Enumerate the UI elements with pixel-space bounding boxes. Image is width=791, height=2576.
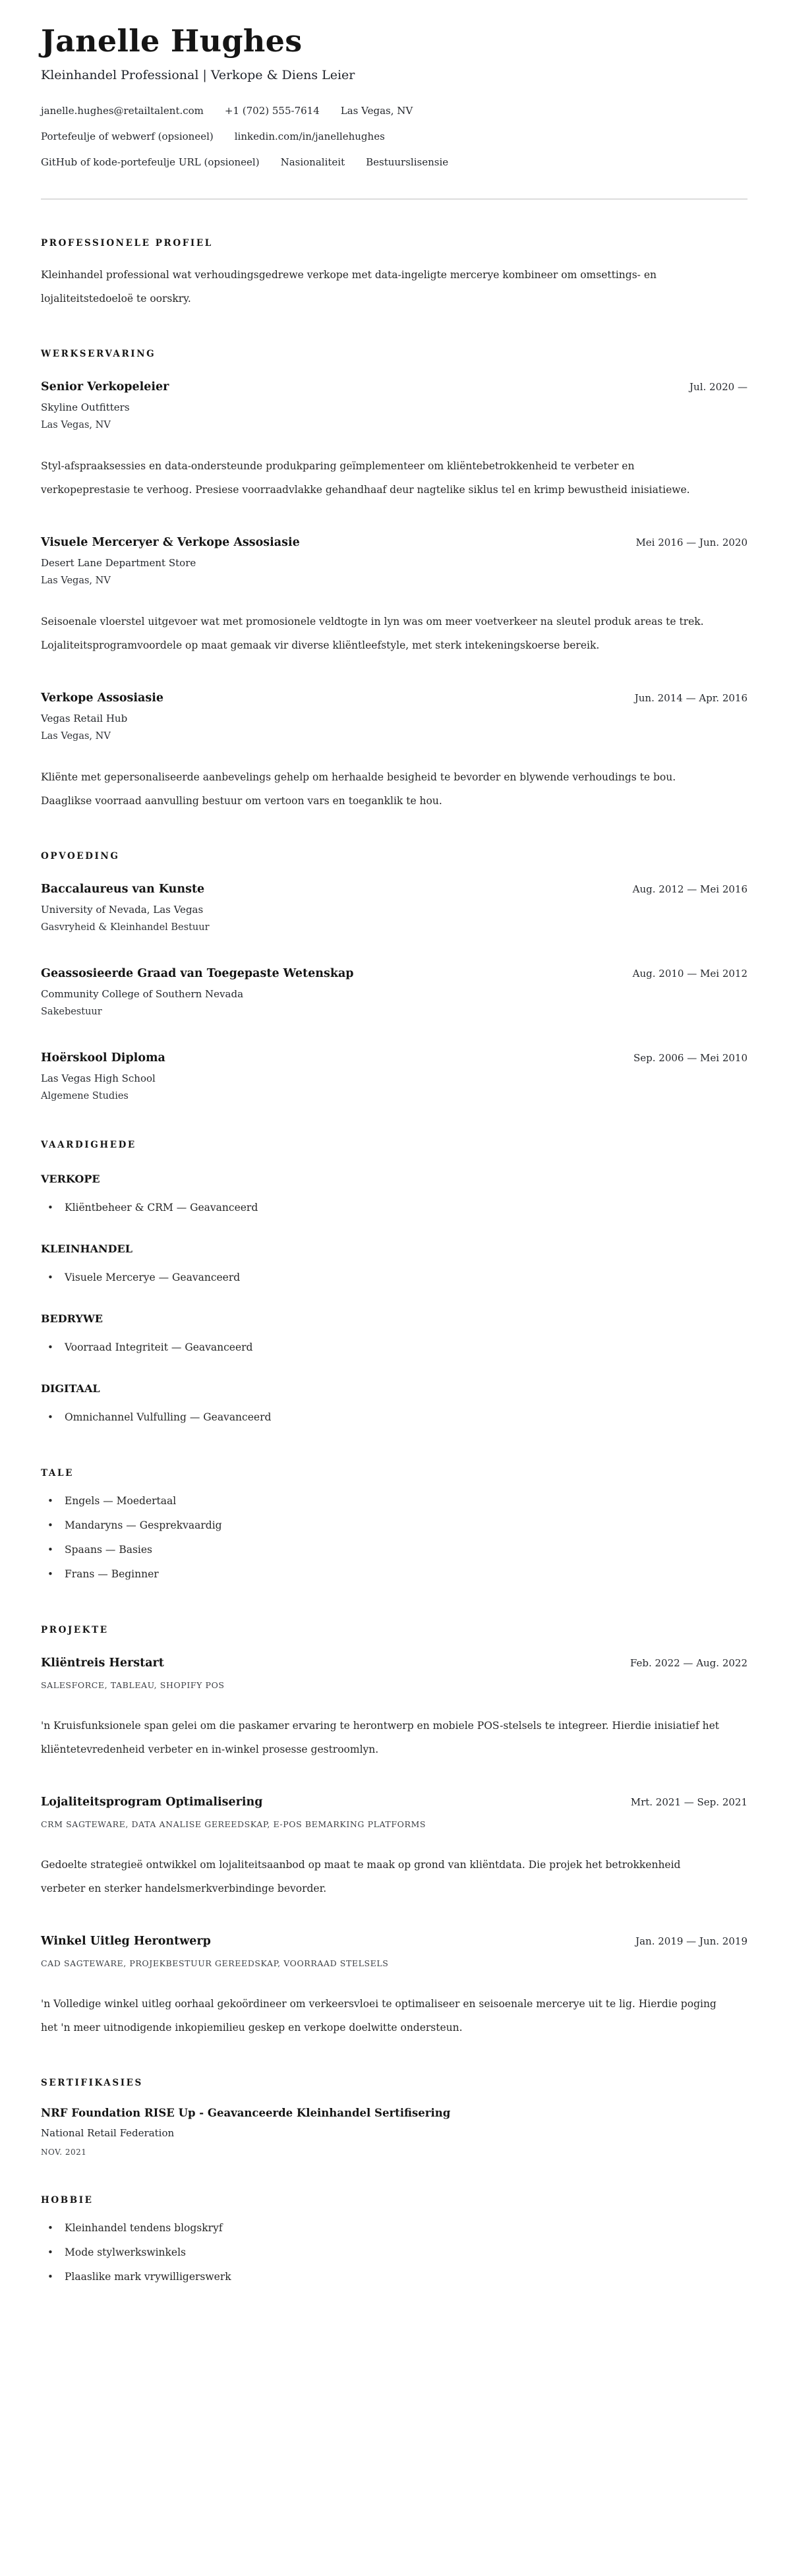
- certification-name: NRF Foundation RISE Up - Geavanceerde Kleinhandel Sertifisering: [41, 2106, 451, 2119]
- degree-title: Baccalaureus van Kunste: [41, 882, 205, 896]
- project-dates: Feb. 2022 — Aug. 2022: [630, 1656, 747, 1669]
- education-header: [41, 883, 747, 896]
- job-description: Kliënte met gepersonaliseerde aanbevelings gehelp om herhaalde besigheid te bevorder en blywende verhoudings te bou. Daaglikse voorraad aanvulling bestuur om vertoon vars en toeganklik te hou.: [41, 771, 676, 807]
- job-header: [41, 380, 747, 394]
- section-heading-education: OPVOEDING: [41, 850, 120, 862]
- job-location: Las Vegas, NV: [41, 730, 111, 742]
- language-item: • Engels — Moedertaal: [41, 1489, 747, 1513]
- section-education: [41, 851, 747, 1101]
- project-dates: Jan. 2019 — Jun. 2019: [635, 1935, 747, 1947]
- education-header: [41, 1051, 747, 1065]
- job-company: Desert Lane Department Store: [41, 556, 196, 569]
- project-header: [41, 1656, 747, 1670]
- education-dates: Sep. 2006 — Mei 2010: [633, 1051, 747, 1064]
- section-heading-projects: PROJEKTE: [41, 1624, 109, 1635]
- skill-category: DIGITAAL: [41, 1382, 100, 1395]
- header-divider: [41, 198, 747, 200]
- drivers-license-placeholder-text: Bestuurslisensie: [366, 156, 449, 168]
- job-description: Seisoenale vloerstel uitgevoer wat met promosionele veldtogte in lyn was om meer voetverkeer na sleutel produk areas te trek. Lojaliteitsprogramvoordele op maat gemaak vir diverse kliëntleefstyle, met sterk intekeningskoerse bereik.: [41, 615, 704, 651]
- education-entry: [41, 1051, 747, 1101]
- github-placeholder-text: GitHub of kode-portefeulje URL (opsioneel): [41, 156, 260, 168]
- project-header: [41, 1935, 747, 1948]
- education-entry: [41, 883, 747, 933]
- job-location: Las Vegas, NV: [41, 575, 111, 586]
- project-entry: [41, 1796, 747, 1900]
- job-title: Verkope Assosiasie: [41, 691, 164, 705]
- section-languages: [41, 1468, 747, 1587]
- project-description: 'n Kruisfunksionele span gelei om die paskamer ervaring te herontwerp en mobiele POS-stelsels te integreer. Hierdie inisiatief het kliëntetevredenheid verbeter en in-winkel prosesse gestroomlyn.: [41, 1719, 720, 1755]
- school-name: Community College of Southern Nevada: [41, 987, 244, 1000]
- field-of-study: Gasvryheid & Kleinhandel Bestuur: [41, 922, 210, 933]
- section-heading-skills: VAARDIGHEDE: [41, 1139, 136, 1150]
- resume-header: [41, 24, 747, 168]
- portfolio-placeholder-text: Portefeulje of webwerf (opsioneel): [41, 130, 214, 142]
- skill-item: • Kliëntbeheer & CRM — Geavanceerd: [41, 1196, 747, 1220]
- project-dates: Mrt. 2021 — Sep. 2021: [630, 1796, 747, 1808]
- job-header: [41, 691, 747, 705]
- field-of-study: Algemene Studies: [41, 1090, 129, 1101]
- project-tech: SALESFORCE, TABLEAU, SHOPIFY POS: [41, 1680, 225, 1690]
- job-entry: [41, 536, 747, 657]
- certification-entry: [41, 2107, 747, 2157]
- job-dates: Jul. 2020 —: [689, 380, 747, 393]
- section-heading-certifications: SERTIFIKASIES: [41, 2077, 143, 2088]
- job-title: Visuele Merceryer & Verkope Assosiasie: [41, 535, 300, 549]
- section-projects: [41, 1625, 747, 2039]
- project-description: Gedoelte strategieë ontwikkel om lojaliteitsaanbod op maat te maak op grond van kliëntdata. Die projek het betrokkenheid verbeter en sterker handelsmerkverbindinge bevorder.: [41, 1858, 681, 1894]
- candidate-name: Janelle Hughes: [41, 23, 303, 59]
- education-entry: [41, 967, 747, 1017]
- section-profile: [41, 238, 747, 310]
- school-name: Las Vegas High School: [41, 1072, 156, 1084]
- skill-list: [41, 1266, 747, 1290]
- project-title: Kliëntreis Herstart: [41, 1656, 164, 1670]
- skill-item: • Omnichannel Vulfulling — Geavanceerd: [41, 1405, 747, 1430]
- certification-issuer: National Retail Federation: [41, 2126, 175, 2139]
- contact-row: [41, 156, 747, 168]
- skill-item: • Visuele Mercerye — Geavanceerd: [41, 1266, 747, 1290]
- skill-item: • Voorraad Integriteit — Geavanceerd: [41, 1335, 747, 1360]
- degree-title: Geassosieerde Graad van Toegepaste Wetenskap: [41, 966, 354, 980]
- candidate-headline: Kleinhandel Professional | Verkope & Diens Leier: [41, 67, 355, 82]
- language-item: • Frans — Beginner: [41, 1562, 747, 1587]
- linkedin-text: linkedin.com/in/janellehughes: [234, 130, 385, 142]
- language-item: • Spaans — Basies: [41, 1538, 747, 1562]
- contact-row: [41, 105, 747, 117]
- hobby-item: • Plaaslike mark vrywilligerswerk: [41, 2265, 747, 2289]
- degree-title: Hoërskool Diploma: [41, 1051, 165, 1065]
- skill-category: KLEINHANDEL: [41, 1242, 132, 1255]
- section-heading-languages: TALE: [41, 1467, 74, 1478]
- section-experience: [41, 349, 747, 813]
- job-header: [41, 536, 747, 549]
- project-header: [41, 1796, 747, 1809]
- project-description: 'n Volledige winkel uitleg oorhaal gekoördineer om verkeersvloei te optimaliseer en seisoenale mercerye uit te lig. Hierdie poging het 'n meer uitnodigende inkopiemilieu geskep en verkope doelwitte ondersteun.: [41, 1997, 717, 2034]
- project-tech: CAD SAGTEWARE, PROJEKBESTUUR GEREEDSKAP, VOORRAAD STELSELS: [41, 1958, 389, 1968]
- project-entry: [41, 1656, 747, 1761]
- section-certifications: [41, 2078, 747, 2157]
- education-dates: Aug. 2010 — Mei 2012: [632, 967, 747, 980]
- skill-category: VERKOPE: [41, 1172, 100, 1185]
- job-entry: [41, 691, 747, 813]
- location-text: Las Vegas, NV: [340, 104, 413, 117]
- job-description: Styl-afspraaksessies en data-ondersteunde produkparing geïmplementeer om kliëntebetrokkenheid te verbeter en verkopeprestasie te verhoog. Presiese voorraadvlakke gehandhaaf deur nagtelike siklus tel en krimp bewustheid inisiatiewe.: [41, 459, 690, 496]
- education-dates: Aug. 2012 — Mei 2016: [632, 883, 747, 895]
- skill-list: [41, 1405, 747, 1430]
- skill-list: [41, 1196, 747, 1220]
- job-title: Senior Verkopeleier: [41, 380, 169, 394]
- phone-text: +1 (702) 555-7614: [224, 104, 320, 117]
- project-title: Winkel Uitleg Herontwerp: [41, 1934, 211, 1948]
- section-skills: [41, 1140, 747, 1430]
- contact-row: [41, 131, 747, 142]
- job-dates: Jun. 2014 — Apr. 2016: [634, 691, 747, 704]
- skill-list: [41, 1335, 747, 1360]
- certification-date: NOV. 2021: [41, 2147, 87, 2157]
- section-heading-profile: PROFESSIONELE PROFIEL: [41, 237, 213, 249]
- field-of-study: Sakebestuur: [41, 1006, 102, 1017]
- job-company: Skyline Outfitters: [41, 401, 130, 413]
- contact-block: [41, 105, 747, 168]
- language-item: • Mandaryns — Gesprekvaardig: [41, 1513, 747, 1538]
- nationality-placeholder-text: Nasionaliteit: [280, 156, 345, 168]
- school-name: University of Nevada, Las Vegas: [41, 903, 204, 916]
- project-entry: [41, 1935, 747, 2039]
- language-list: [41, 1489, 747, 1587]
- profile-summary-text: Kleinhandel professional wat verhoudingsgedrewe verkope met data-ingeligte mercerye kombineer om omsettings- en lojaliteitstedoeloë te oorskry.: [41, 268, 657, 305]
- education-header: [41, 967, 747, 980]
- section-heading-experience: WERKSERVARING: [41, 348, 156, 359]
- hobby-item: • Mode stylwerkswinkels: [41, 2240, 747, 2265]
- section-hobbies: [41, 2195, 747, 2289]
- section-heading-hobbies: HOBBIE: [41, 2194, 94, 2206]
- job-entry: [41, 380, 747, 502]
- job-company: Vegas Retail Hub: [41, 712, 128, 724]
- job-dates: Mei 2016 — Jun. 2020: [635, 536, 747, 548]
- project-tech: CRM SAGTEWARE, DATA ANALISE GEREEDSKAP, E-POS BEMARKING PLATFORMS: [41, 1819, 426, 1829]
- skill-category: BEDRYWE: [41, 1312, 103, 1325]
- hobby-item: • Kleinhandel tendens blogskryf: [41, 2216, 747, 2240]
- hobby-list: [41, 2216, 747, 2289]
- email-text: janelle.hughes@retailtalent.com: [41, 104, 204, 117]
- project-title: Lojaliteitsprogram Optimalisering: [41, 1795, 263, 1809]
- job-location: Las Vegas, NV: [41, 419, 111, 430]
